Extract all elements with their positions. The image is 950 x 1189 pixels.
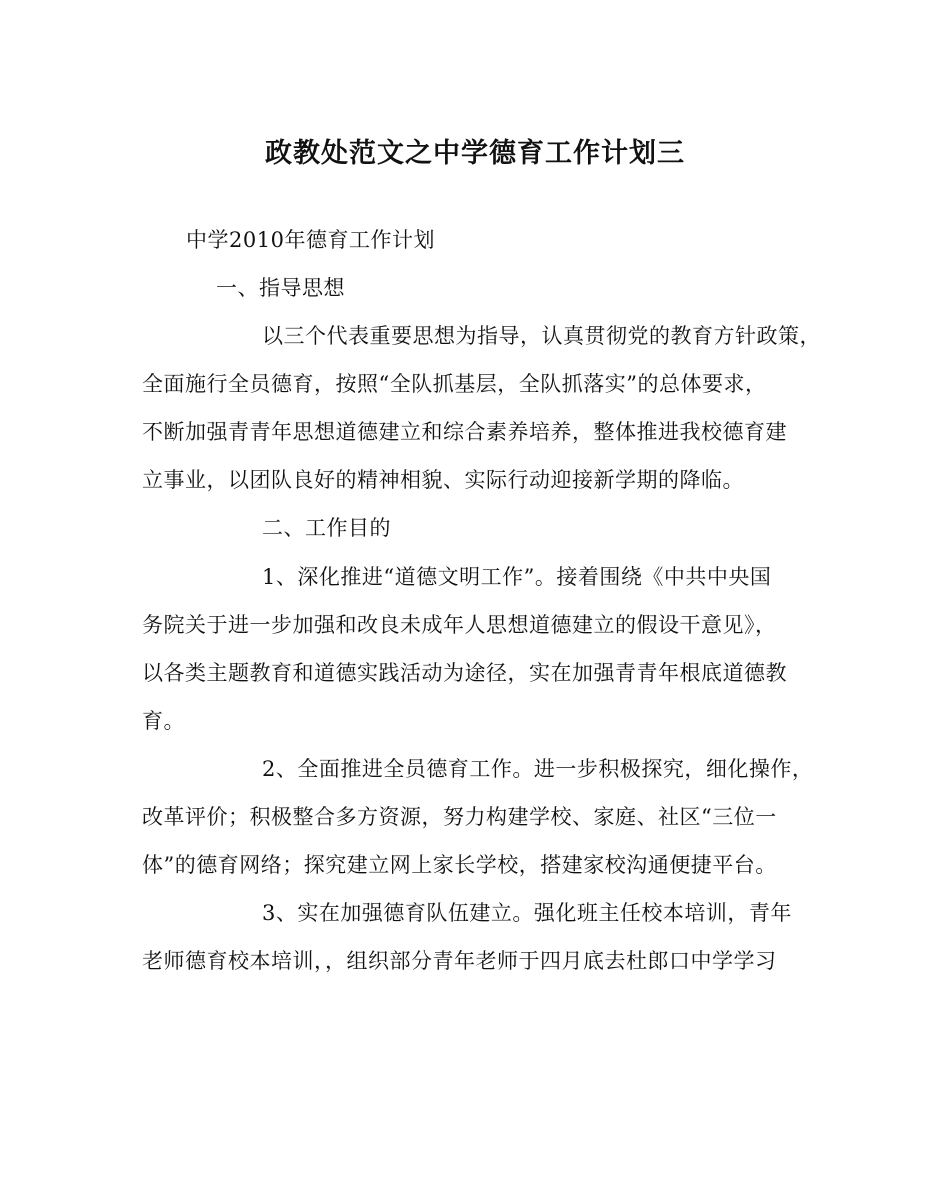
paragraph-line: 改革评价；积极整合多方资源，努力构建学校、家庭、社区“三位一	[142, 805, 777, 829]
paragraph-line: 3、实在加强德育队伍建立。强化班主任校本培训，青年	[262, 901, 792, 925]
paragraph-line: 以三个代表重要思想为指导，认真贯彻党的教育方针政策，	[262, 324, 821, 348]
document-title: 政教处范文之中学德育工作计划三	[265, 138, 685, 169]
paragraph-line: 立事业，以团队良好的精神相貌、实际行动迎接新学期的降临。	[142, 468, 744, 492]
subtitle-line: 中学2010年德育工作计划	[186, 228, 435, 252]
section-heading-work-goals: 二、工作目的	[262, 516, 391, 540]
section-heading-guiding-thought: 一、指导思想	[216, 276, 345, 300]
paragraph-line: 以各类主题教育和道德实践活动为途径，实在加强青青年根底道德教	[142, 661, 787, 685]
paragraph-line: 老师德育校本培训，，组织部分青年老师于四月底去杜郎口中学学习	[142, 949, 777, 973]
paragraph-line: 育。	[142, 709, 185, 733]
paragraph-line: 不断加强青青年思想道德建立和综合素养培养，整体推进我校德育建	[142, 420, 787, 444]
paragraph-line: 体”的德育网络；探究建立网上家长学校，搭建家校沟通便捷平台。	[142, 853, 777, 877]
paragraph-line: 全面施行全员德育，按照“全队抓基层，全队抓落实”的总体要求，	[142, 372, 767, 396]
paragraph-line: 务院关于进一步加强和改良未成年人思想道德建立的假设干意见》，	[142, 613, 777, 637]
paragraph-line: 1、深化推进“道德文明工作”。接着围绕《中共中央国	[262, 565, 772, 589]
paragraph-line: 2、全面推进全员德育工作。进一步积极探究，细化操作，	[262, 757, 814, 781]
